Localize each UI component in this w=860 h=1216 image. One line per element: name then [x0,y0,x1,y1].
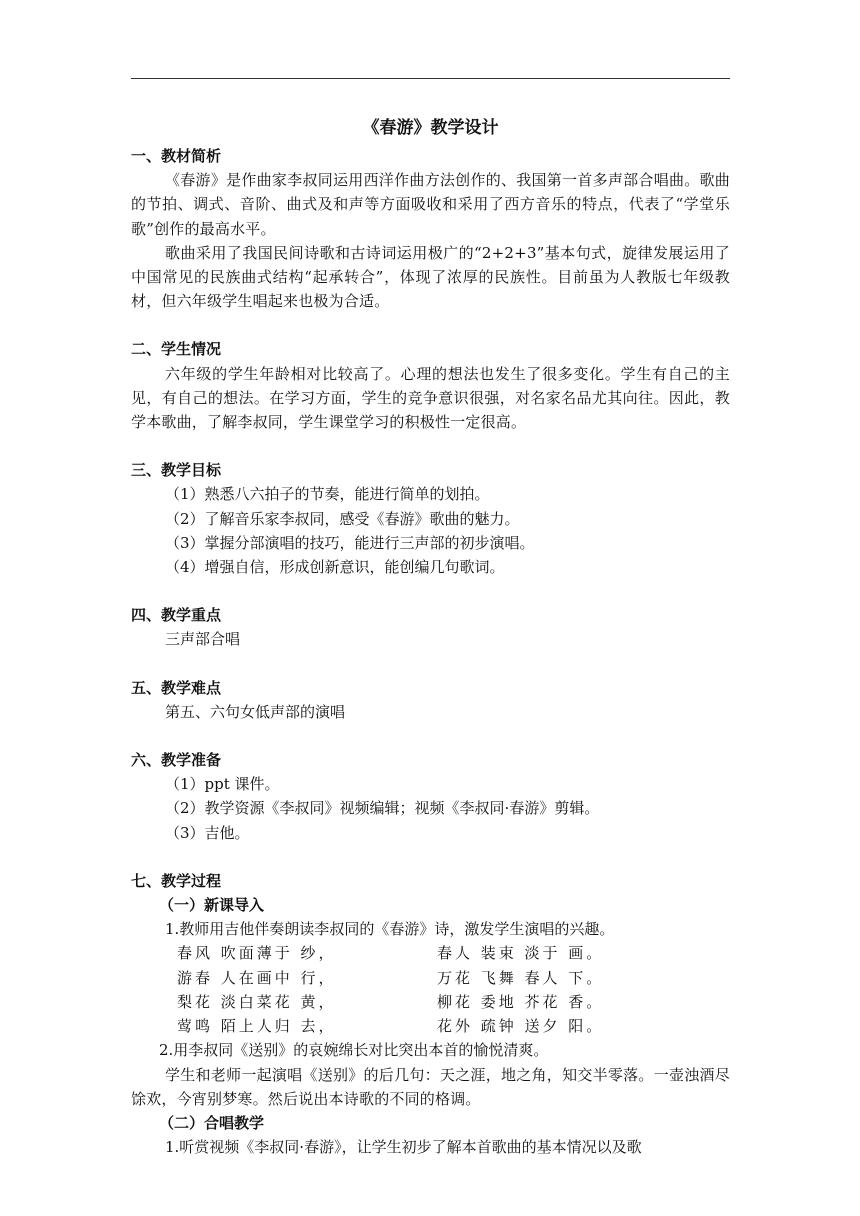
goal-item: （3）掌握分部演唱的技巧，能进行三声部的初步演唱。 [165,533,535,552]
poem-line-right: 春人 装束 淡于 画。 [437,944,605,963]
difficulty-text: 第五、六句女低声部的演唱 [165,702,346,721]
poem-line-right: 柳花 委地 芥花 香。 [437,992,605,1011]
poem-block [131,941,730,1038]
preparation-item: （2）教学资源《李叔同》视频编辑；视频《李叔同·春游》剪辑。 [165,799,600,818]
poem-line-left: 梨花 淡白菜花 黄， [177,992,337,1011]
section-heading-5: 五、教学难点 [131,678,222,697]
poem-line-left: 莺鸣 陌上人归 去， [177,1017,337,1036]
section-heading-1: 一、教材简析 [131,147,222,165]
step-line: 1.教师用吉他伴奏朗读李叔同的《春游》诗，激发学生演唱的兴趣。 [165,920,615,939]
section-1-paragraph-2: 歌曲采用了我国民间诗歌和古诗词运用极广的“2+2+3”基本句式，旋律发展运用了中国常见的民族曲式结构“起承转合”，体现了浓厚的民族性。目前虽为人教版七年级教材，但六年级学生唱起来也极为合适。 [131,243,730,311]
spacer [131,652,730,676]
poem-line-right: 万花 飞舞 春人 下。 [437,968,605,987]
poem-row [131,941,730,965]
section-2-paragraph-1: 六年级的学生年龄相对比较高了。心理的想法也发生了很多变化。学生有自己的主见，有自己的想法。在学习方面，学生的竞争意识很强，对名家名品尤其向往。因此，教学本歌曲，了解李叔同，学生课堂学习的积极性一定很高。 [131,364,730,432]
poem-row [131,1014,730,1038]
section-heading-6: 六、教学准备 [131,751,222,770]
subsection-heading-chorus: （二）合唱教学 [159,1113,265,1132]
spacer [131,313,730,337]
section-heading-4: 四、教学重点 [131,606,222,625]
spacer [131,845,730,869]
poem-line-left: 游春 人在画中 行， [177,968,337,987]
preparation-item: （3）吉他。 [165,823,250,842]
section-7-note-paragraph: 学生和老师一起演唱《送别》的后几句：天之涯，地之角，知交半零落。一壶浊酒尽馀欢，今宵别梦寒。然后说出本诗歌的不同的格调。 [131,1065,730,1108]
section-heading-2: 二、学生情况 [131,340,222,359]
section-heading-7: 七、教学过程 [131,871,222,890]
goal-item: （4）增强自信，形成创新意识，能创编几句歌词。 [165,558,505,577]
document-body [131,116,730,1159]
poem-row [131,990,730,1014]
document-title: 《春游》教学设计 [362,118,499,138]
spacer [131,724,730,748]
step-line: 1.听赏视频《李叔同·春游》，让学生初步了解本首歌曲的基本情况以及歌 [165,1138,642,1157]
poem-row [131,966,730,990]
goal-item: （1）熟悉八六拍子的节奏，能进行简单的划拍。 [165,485,490,504]
section-heading-3: 三、教学目标 [131,461,222,480]
step-line: 2.用李叔同《送别》的哀婉绵长对比突出本首的愉悦清爽。 [159,1041,549,1060]
spacer [131,579,730,603]
poem-line-right: 花外 疏钟 送夕 阳。 [437,1017,605,1036]
key-point-text: 三声部合唱 [165,630,241,649]
section-1-paragraph-1: 《春游》是作曲家李叔同运用西洋作曲方法创作的、我国第一首多声部合唱曲。歌曲的节拍、调式、音阶、曲式及和声等方面吸收和采用了西方音乐的特点，代表了“学堂乐歌”创作的最高水平。 [131,171,730,238]
spacer [131,434,730,458]
subsection-heading-intro: （一）新课导入 [159,896,265,915]
header-rule [131,78,730,79]
preparation-item: （1）ppt 课件。 [165,775,280,794]
poem-line-left: 春风 吹面薄于 纱， [177,944,337,963]
goal-item: （2）了解音乐家李叔同，感受《春游》歌曲的魅力。 [165,509,520,528]
